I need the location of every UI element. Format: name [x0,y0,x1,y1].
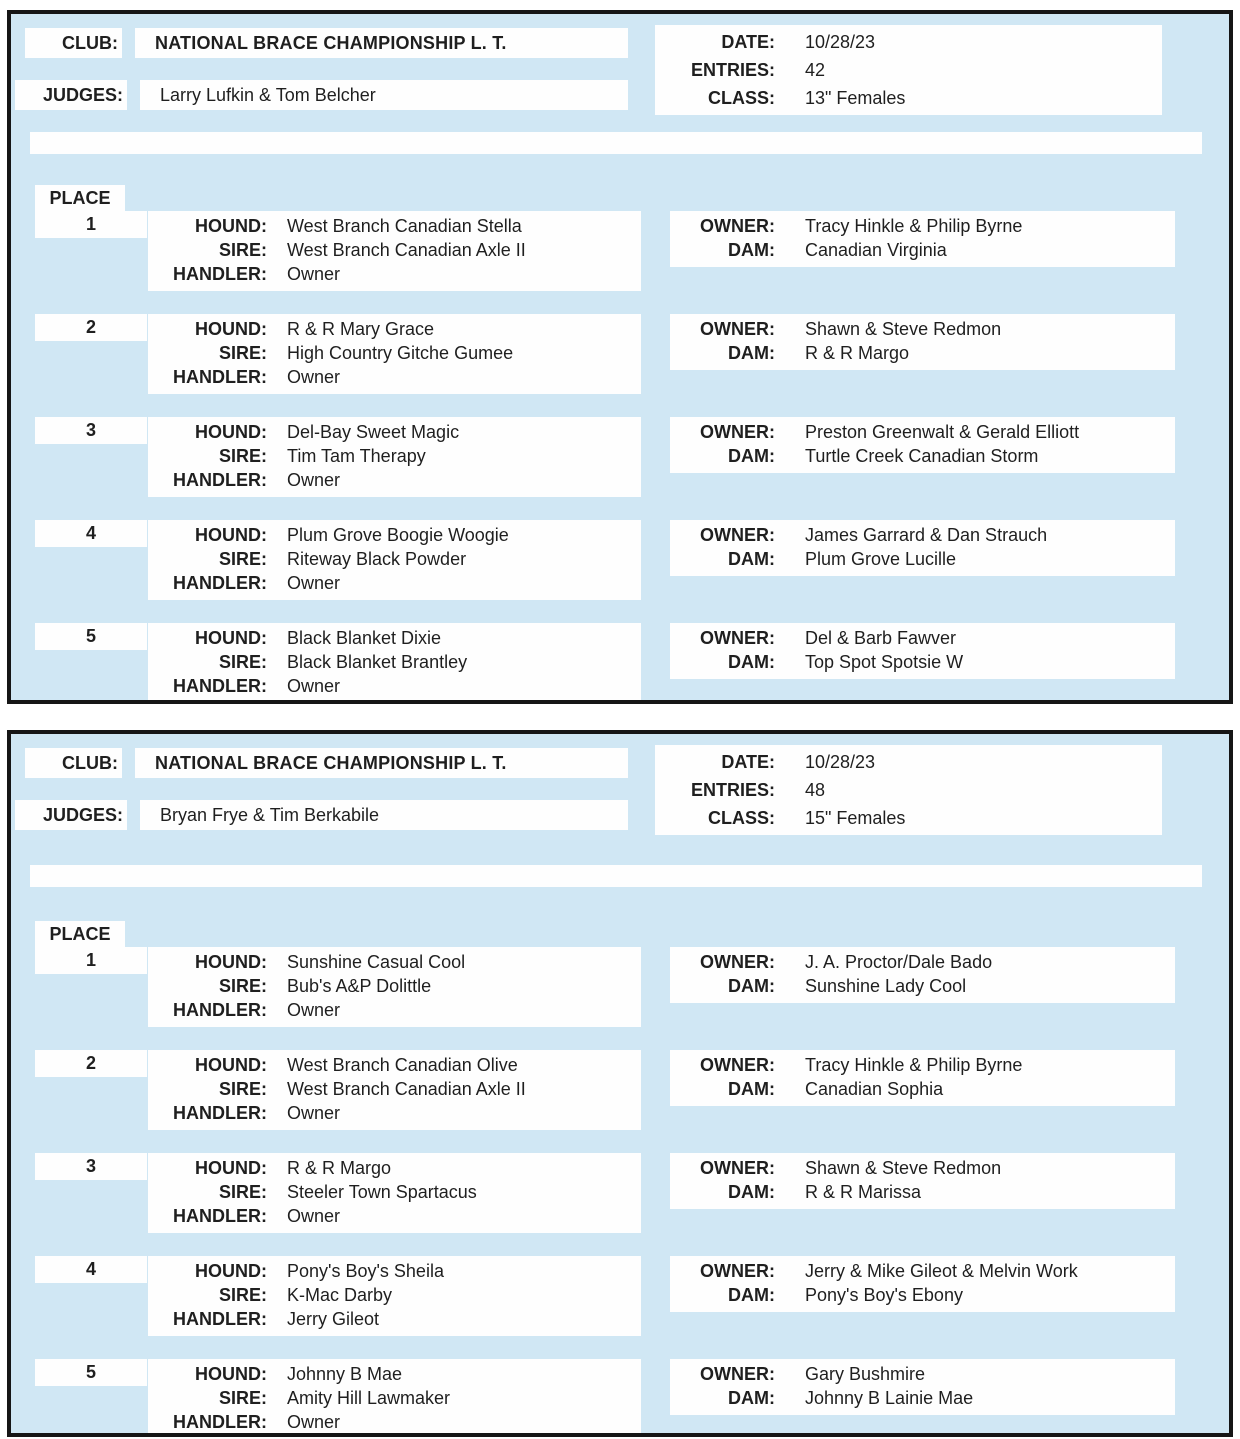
hound-block [148,623,641,703]
handler-value: Owner [287,1102,341,1123]
owner-value: Shawn & Steve Redmon [805,1157,1002,1178]
judges-label: JUDGES: [15,80,127,110]
place-column-header: PLACE [35,185,125,211]
sire-label: SIRE: [218,975,267,996]
class-label: CLASS: [708,87,775,108]
entries-label: ENTRIES: [690,779,775,800]
owner-block [670,1050,1175,1106]
place-row-4 [11,520,1229,600]
entries-label: ENTRIES: [690,59,775,80]
dam-value: Pony's Boy's Ebony [805,1284,963,1305]
handler-label: HANDLER: [173,1102,267,1123]
owner-block [670,1359,1175,1415]
judges-value: Larry Lufkin & Tom Belcher [140,80,628,110]
place-number: 1 [35,947,147,974]
dam-label: DAM: [728,239,775,260]
handler-label: HANDLER: [173,572,267,593]
panel-header-left [11,748,628,835]
owner-label: OWNER: [700,1363,775,1384]
dam-label: DAM: [728,1387,775,1408]
hound-block [148,520,641,600]
dam-label: DAM: [728,975,775,996]
entries-value: 42 [805,59,826,80]
place-number: 3 [35,417,147,444]
owner-value: J. A. Proctor/Dale Bado [805,951,993,972]
place-number: 5 [35,1359,147,1386]
place-row-4 [11,1256,1229,1336]
handler-value: Owner [287,572,341,593]
owner-block [670,211,1175,267]
sire-label: SIRE: [218,445,267,466]
panel-header-right [655,745,1162,835]
owner-label: OWNER: [700,1157,775,1178]
owner-label: OWNER: [700,627,775,648]
entries-row [655,776,1162,804]
place-row-5 [11,623,1229,703]
entries-value: 48 [805,779,826,800]
handler-label: HANDLER: [173,1205,267,1226]
hound-label: HOUND: [195,421,267,442]
hound-label: HOUND: [195,627,267,648]
sire-value: High Country Gitche Gumee [287,342,514,363]
owner-block [670,1256,1175,1312]
sire-label: SIRE: [218,239,267,260]
hound-block [148,314,641,394]
owner-block [670,1153,1175,1209]
class-value: 13" Females [805,87,906,108]
club-label: CLUB: [25,28,122,58]
hound-value: West Branch Canadian Olive [287,1054,518,1075]
hound-label: HOUND: [195,524,267,545]
owner-value: Tracy Hinkle & Philip Byrne [805,215,1023,236]
header-spacer [11,58,628,80]
handler-value: Owner [287,675,341,696]
hound-value: Johnny B Mae [287,1363,403,1384]
hound-block [148,1153,641,1233]
sire-value: West Branch Canadian Axle II [287,1078,526,1099]
date-value: 10/28/23 [805,751,876,772]
sire-value: Amity Hill Lawmaker [287,1387,451,1408]
owner-label: OWNER: [700,215,775,236]
place-row-3 [11,1153,1229,1233]
owner-block [670,520,1175,576]
results-panel-15in-females [7,730,1233,1437]
place-number: 2 [35,314,147,341]
owner-label: OWNER: [700,1260,775,1281]
hound-value: R & R Margo [287,1157,392,1178]
handler-value: Owner [287,1411,341,1432]
owner-label: OWNER: [700,318,775,339]
place-number: 4 [35,1256,147,1283]
handler-value: Owner [287,999,341,1020]
judges-row [11,800,628,830]
handler-value: Owner [287,469,341,490]
dam-value: Top Spot Spotsie W [805,651,964,672]
sire-value: Riteway Black Powder [287,548,467,569]
sire-value: Steeler Town Spartacus [287,1181,477,1202]
hound-block [148,211,641,291]
place-row-3 [11,417,1229,497]
hound-label: HOUND: [195,215,267,236]
sire-label: SIRE: [218,548,267,569]
owner-block [670,623,1175,679]
panel-header [11,28,1229,115]
place-number: 2 [35,1050,147,1077]
handler-label: HANDLER: [173,469,267,490]
judges-row [11,80,628,110]
header-spacer [11,778,628,800]
sire-value: Bub's A&P Dolittle [287,975,432,996]
sire-label: SIRE: [218,342,267,363]
dam-label: DAM: [728,342,775,363]
sire-label: SIRE: [218,651,267,672]
handler-label: HANDLER: [173,675,267,696]
owner-label: OWNER: [700,524,775,545]
owner-label: OWNER: [700,421,775,442]
sire-value: Tim Tam Therapy [287,445,426,466]
place-row-5 [11,1359,1229,1437]
hound-block [148,1050,641,1130]
dam-value: Turtle Creek Canadian Storm [805,445,1039,466]
date-row [655,28,1162,56]
results-sheet [0,10,1240,1437]
hound-block [148,947,641,1027]
sire-label: SIRE: [218,1387,267,1408]
date-value: 10/28/23 [805,31,876,52]
owner-value: Preston Greenwalt & Gerald Elliott [805,421,1080,442]
handler-value: Owner [287,1205,341,1226]
owner-value: Shawn & Steve Redmon [805,318,1002,339]
date-row [655,748,1162,776]
sire-value: K-Mac Darby [287,1284,393,1305]
class-value: 15" Females [805,807,906,828]
sire-value: West Branch Canadian Axle II [287,239,526,260]
dam-value: Canadian Sophia [805,1078,944,1099]
panel-header-right [655,25,1162,115]
handler-label: HANDLER: [173,263,267,284]
owner-label: OWNER: [700,1054,775,1075]
hound-value: Pony's Boy's Sheila [287,1260,444,1281]
hound-block [148,1256,641,1336]
hound-block [148,417,641,497]
separator-strip [30,865,1202,887]
date-label: DATE: [721,31,775,52]
handler-label: HANDLER: [173,1411,267,1432]
hound-value: Black Blanket Dixie [287,627,442,648]
club-row [11,748,628,778]
owner-label: OWNER: [700,951,775,972]
class-row [655,84,1162,112]
hound-label: HOUND: [195,1054,267,1075]
dam-label: DAM: [728,548,775,569]
panel-header [11,748,1229,835]
owner-block [670,417,1175,473]
handler-label: HANDLER: [173,1308,267,1329]
dam-label: DAM: [728,1078,775,1099]
handler-label: HANDLER: [173,366,267,387]
dam-label: DAM: [728,1181,775,1202]
owner-block [670,314,1175,370]
class-label: CLASS: [708,807,775,828]
dam-value: Sunshine Lady Cool [805,975,967,996]
club-label: CLUB: [25,748,122,778]
dam-value: Canadian Virginia [805,239,947,260]
hound-value: R & R Mary Grace [287,318,435,339]
entries-row [655,56,1162,84]
judges-label: JUDGES: [15,800,127,830]
dam-value: R & R Marissa [805,1181,922,1202]
sire-label: SIRE: [218,1181,267,1202]
dam-value: Plum Grove Lucille [805,548,957,569]
owner-value: Jerry & Mike Gileot & Melvin Work [805,1260,1078,1281]
place-number: 5 [35,623,147,650]
sire-value: Black Blanket Brantley [287,651,468,672]
panel-header-left [11,28,628,115]
handler-value: Owner [287,366,341,387]
dam-value: R & R Margo [805,342,910,363]
hound-block [148,1359,641,1437]
handler-value: Owner [287,263,341,284]
club-value: NATIONAL BRACE CHAMPIONSHIP L. T. [135,28,628,58]
place-row-2 [11,314,1229,394]
club-value: NATIONAL BRACE CHAMPIONSHIP L. T. [135,748,628,778]
handler-label: HANDLER: [173,999,267,1020]
sire-label: SIRE: [218,1284,267,1305]
hound-label: HOUND: [195,1157,267,1178]
class-row [655,804,1162,832]
handler-value: Jerry Gileot [287,1308,380,1329]
hound-label: HOUND: [195,951,267,972]
owner-value: James Garrard & Dan Strauch [805,524,1048,545]
owner-value: Tracy Hinkle & Philip Byrne [805,1054,1023,1075]
club-row [11,28,628,58]
hound-value: Plum Grove Boogie Woogie [287,524,509,545]
place-row-2 [11,1050,1229,1130]
place-number: 1 [35,211,147,238]
separator-strip [30,132,1202,154]
hound-value: West Branch Canadian Stella [287,215,522,236]
place-number: 3 [35,1153,147,1180]
judges-value: Bryan Frye & Tim Berkabile [140,800,628,830]
dam-label: DAM: [728,445,775,466]
owner-value: Del & Barb Fawver [805,627,957,648]
place-number: 4 [35,520,147,547]
dam-value: Johnny B Lainie Mae [805,1387,974,1408]
owner-value: Gary Bushmire [805,1363,926,1384]
place-row-1 [11,947,1229,1027]
hound-label: HOUND: [195,318,267,339]
results-panel-13in-females [7,10,1233,704]
sire-label: SIRE: [218,1078,267,1099]
hound-label: HOUND: [195,1260,267,1281]
dam-label: DAM: [728,651,775,672]
hound-value: Del-Bay Sweet Magic [287,421,460,442]
place-column-header: PLACE [35,921,125,947]
place-row-1 [11,211,1229,291]
hound-value: Sunshine Casual Cool [287,951,466,972]
date-label: DATE: [721,751,775,772]
hound-label: HOUND: [195,1363,267,1384]
owner-block [670,947,1175,1003]
dam-label: DAM: [728,1284,775,1305]
